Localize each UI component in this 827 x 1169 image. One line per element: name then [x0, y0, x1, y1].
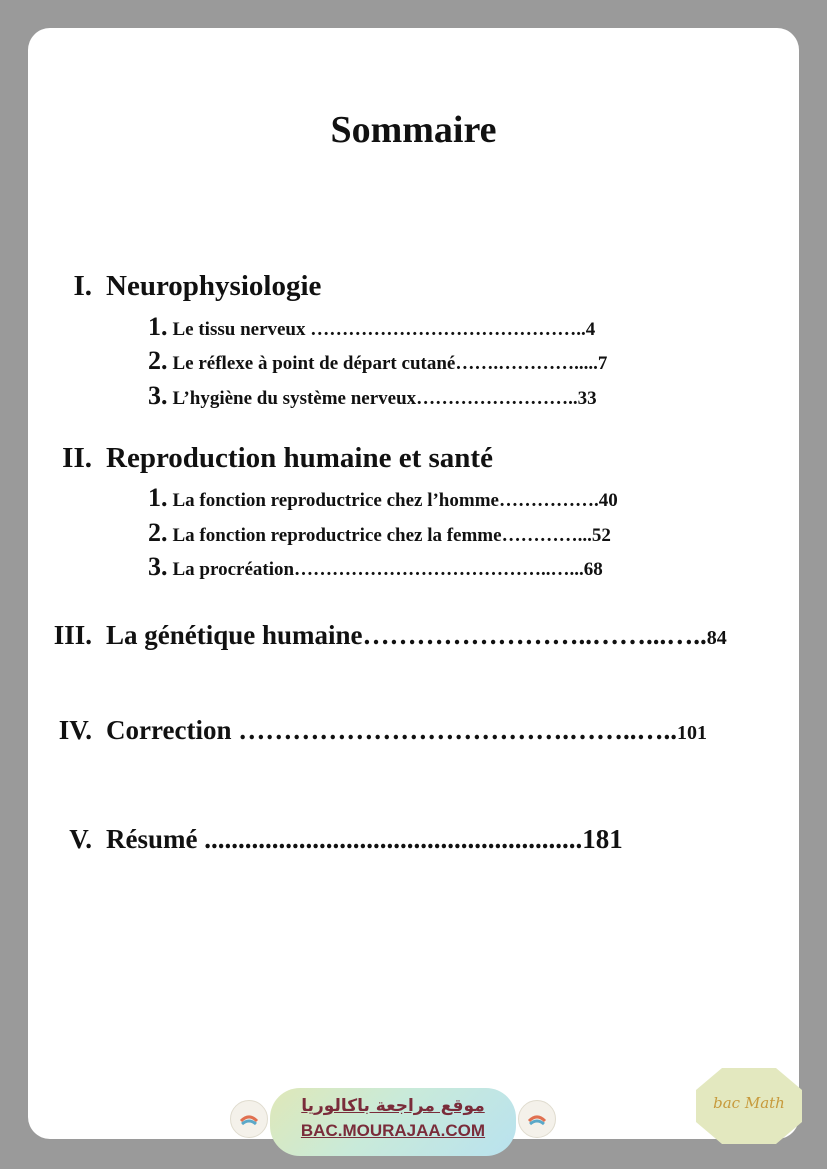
- entry-number: 2.: [148, 518, 168, 547]
- page-sheet: [28, 28, 799, 1139]
- entry-text: L’hygiène du système nerveux……………………..33: [172, 388, 597, 409]
- section-title: Neurophysiologie: [106, 270, 322, 302]
- section-title: Reproduction humaine et santé: [106, 442, 493, 474]
- entry-text: La procréation…………………………………..…...68: [172, 559, 603, 580]
- stamp-label: bac Math: [713, 1094, 785, 1112]
- entry-number: 1.: [148, 312, 168, 341]
- toc-entry[interactable]: [148, 381, 597, 411]
- section-number: V.: [69, 824, 92, 854]
- entry-text: Le réflexe à point de départ cutané…….………….....7: [172, 353, 608, 374]
- book-logo-icon: [518, 1100, 556, 1138]
- entry-number: 1.: [148, 483, 168, 512]
- section-4[interactable]: [0, 715, 707, 746]
- toc-entry[interactable]: [148, 346, 607, 376]
- entry-text: La fonction reproductrice chez l’homme…………….40: [172, 490, 618, 511]
- entry-text: Le tissu nerveux ……………………………………..4: [172, 319, 596, 340]
- section-title: Résumé ........................................................181: [106, 824, 623, 854]
- section-5[interactable]: [0, 824, 623, 855]
- site-badge[interactable]: [270, 1088, 516, 1156]
- section-page: 101: [676, 722, 707, 744]
- section-1: [0, 270, 321, 303]
- section-3[interactable]: [0, 620, 727, 651]
- section-number: I.: [73, 270, 92, 302]
- section-number: II.: [62, 442, 92, 474]
- page-title: Sommaire: [330, 109, 497, 151]
- site-url-link[interactable]: BAC.MOURAJAA.COM: [300, 1121, 486, 1140]
- toc-entry[interactable]: [148, 518, 611, 548]
- section-title: La génétique humaine……………………..……...…..: [106, 620, 707, 650]
- entry-number: 2.: [148, 346, 168, 375]
- entry-number: 3.: [148, 381, 168, 410]
- toc-entry[interactable]: [148, 552, 603, 582]
- section-2: [0, 442, 493, 475]
- toc-entry[interactable]: [148, 483, 618, 513]
- entry-number: 3.: [148, 552, 168, 581]
- toc-entry[interactable]: [148, 312, 595, 342]
- site-arabic-name: موقع مراجعة باكالوريا: [301, 1096, 485, 1116]
- entry-text: La fonction reproductrice chez la femme…………...52: [172, 525, 611, 546]
- section-page: 84: [706, 627, 727, 649]
- section-number: III.: [53, 620, 92, 650]
- section-number: IV.: [58, 715, 92, 745]
- section-title: Correction ……………………………….……..…..: [106, 715, 677, 745]
- book-logo-icon: [230, 1100, 268, 1138]
